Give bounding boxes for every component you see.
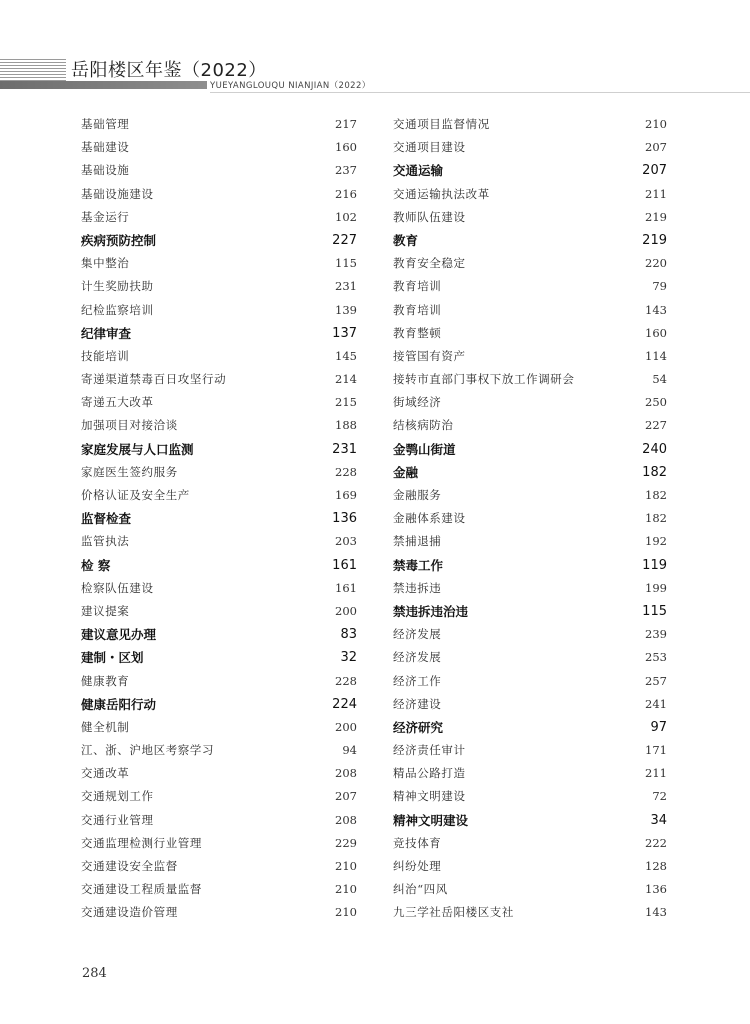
yearbook-title: 岳阳楼区年鉴（2022） [71,60,267,81]
index-page-ref: 216 [335,186,357,201]
index-page-ref: 253 [645,650,667,665]
index-term: 经济研究 [393,719,444,735]
index-entry [81,159,357,182]
index-page-ref: 128 [645,859,667,873]
index-page-ref: 34 [650,812,667,828]
index-term: 九三学社岳阳楼区支社 [393,905,514,920]
index-entry [393,693,667,716]
index-page-ref: 182 [645,488,667,502]
index-page-ref: 94 [342,743,357,758]
index-page-ref: 237 [335,163,357,178]
index-term: 教师队伍建设 [393,209,466,224]
index-entry [393,484,667,507]
index-term: 精神文明建设 [393,789,466,804]
index-page-ref: 32 [340,650,357,666]
index-page-ref: 219 [645,209,667,224]
index-heading-entry [81,229,357,252]
index-term: 交通运输执法改革 [393,186,490,201]
index-entry [393,577,667,600]
index-entry [393,878,667,901]
index-term: 禁违拆违治违 [393,603,469,619]
index-term: 基础设施 [81,163,130,178]
index-entry [81,809,357,832]
index-page-ref: 114 [645,348,667,363]
index-term: 计生奖励扶助 [81,279,154,294]
index-term: 教育培训 [393,279,442,294]
index-term: 竞技体育 [393,835,442,850]
index-page-ref: 139 [335,302,357,317]
index-heading-entry [393,438,667,461]
index-term: 街域经济 [393,395,442,410]
index-entry [393,368,667,391]
index-entry [81,530,357,553]
index-heading-entry [393,809,667,832]
index-term: 交通建设造价管理 [81,905,178,920]
index-term: 交通监理检测行业管理 [81,835,202,850]
index-page-ref: 207 [645,140,667,155]
index-page-ref: 224 [332,696,357,712]
header-gray-bar [0,81,207,89]
index-term: 交通规划工作 [81,789,154,804]
index-term: 基础设施建设 [81,186,154,201]
index-entry [393,785,667,808]
index-page-ref: 54 [652,372,667,387]
index-term: 交通运输 [393,163,444,179]
index-entry [81,878,357,901]
index-page-ref: 115 [642,603,667,619]
index-entry [81,832,357,855]
index-page-ref: 136 [645,882,667,897]
index-page-ref: 257 [645,673,667,688]
index-term: 精神文明建设 [393,812,469,828]
index-page-ref: 102 [335,209,357,224]
index-entry [393,739,667,762]
index-page-ref: 214 [335,372,357,387]
index-term: 经济责任审计 [393,743,466,758]
index-entry [81,414,357,437]
index-term: 金鹗山街道 [393,441,456,457]
index-term: 经济发展 [393,650,442,665]
index-term: 纪检监察培训 [81,302,154,317]
index-term: 检察队伍建设 [81,580,154,595]
index-entry [393,183,667,206]
index-entry [393,414,667,437]
index-term: 交通行业管理 [81,812,154,827]
index-page-ref: 143 [645,302,667,317]
index-term: 结核病防治 [393,418,454,433]
index-term: 基础管理 [81,117,130,131]
index-heading-entry [393,554,667,577]
index-page-ref: 210 [645,117,667,131]
index-page-ref: 208 [335,812,357,827]
index-term: 家庭发展与人口监测 [81,441,194,457]
index-term: 教育 [393,232,419,248]
index-entry [81,739,357,762]
index-heading-entry [81,322,357,345]
index-term: 交通项目监督情况 [393,117,490,131]
index-entry [393,530,667,553]
index-heading-entry [81,438,357,461]
index-entry [393,646,667,669]
index-entry [81,716,357,739]
index-page-ref: 203 [335,534,357,549]
index-term: 价格认证及安全生产 [81,488,190,502]
index-page-ref: 215 [335,395,357,410]
index-entry [81,901,357,924]
index-entry [81,762,357,785]
index-entry [81,855,357,878]
index-page-ref: 239 [645,627,667,642]
index-term: 建议提案 [81,603,130,618]
index-term: 纪律审查 [81,325,132,341]
index-page-ref: 231 [335,279,357,294]
index-term: 健全机制 [81,719,130,734]
index-page-ref: 182 [642,464,667,480]
index-entry [81,252,357,275]
index-page-ref: 250 [645,395,667,410]
index-page-ref: 115 [335,256,357,271]
index-term: 金融 [393,464,419,480]
index-page-ref: 219 [642,232,667,248]
index-term: 经济发展 [393,627,442,642]
index-term: 健康教育 [81,673,130,688]
index-entry [393,855,667,878]
index-term: 寄递渠道禁毒百日攻坚行动 [81,372,227,387]
index-term: 教育培训 [393,302,442,317]
header-stripes-decoration [0,59,66,81]
index-term: 金融体系建设 [393,511,466,526]
index-term: 交通项目建设 [393,140,466,155]
index-term: 交通改革 [81,766,130,781]
index-page-ref: 208 [335,766,357,781]
index-page-ref: 161 [332,557,357,573]
index-entry [81,461,357,484]
index-column-right [393,113,667,925]
index-page-ref: 211 [645,186,667,201]
index-page-ref: 79 [652,279,667,294]
index-term: 建议意见办理 [81,627,157,643]
index-entry [393,322,667,345]
index-term: 交通建设工程质量监督 [81,882,202,897]
index-page-ref: 231 [332,441,357,457]
index-term: 健康岳阳行动 [81,696,157,712]
index-term: 金融服务 [393,488,442,502]
index-page-ref: 222 [645,835,667,850]
index-heading-entry [393,159,667,182]
index-entry [393,670,667,693]
index-page-ref: 97 [650,719,667,735]
index-entry [81,113,357,136]
index-entry [81,785,357,808]
index-term: 寄递五大改革 [81,395,154,410]
index-heading-entry [393,716,667,739]
index-page-ref: 143 [645,905,667,920]
index-entry [81,136,357,159]
index-entry [393,762,667,785]
index-entry [393,252,667,275]
index-page-ref: 72 [652,789,667,804]
index-term: 江、浙、沪地区考察学习 [81,743,215,758]
index-term: 精品公路打造 [393,766,466,781]
index-term: 监管执法 [81,534,130,549]
index-entry [81,577,357,600]
index-page-ref: 207 [642,163,667,179]
index-page-ref: 182 [645,511,667,526]
index-entry [81,600,357,623]
index-term: 经济工作 [393,673,442,688]
index-page-ref: 210 [335,859,357,873]
index-heading-entry [81,507,357,530]
index-page-ref: 169 [335,488,357,502]
index-page-ref: 136 [332,511,357,527]
index-page-ref: 199 [645,580,667,595]
index-heading-entry [81,554,357,577]
index-entry [393,299,667,322]
index-entry [81,391,357,414]
index-page-ref: 210 [335,905,357,920]
index-term: 禁违拆违 [393,580,442,595]
index-entry [393,623,667,646]
index-term: 纠治“四风 [393,882,448,897]
index-term: 教育安全稳定 [393,256,466,271]
index-page-ref: 119 [642,557,667,573]
index-term: 经济建设 [393,696,442,711]
index-page-ref: 200 [335,603,357,618]
index-entry [81,206,357,229]
index-heading-entry [393,600,667,623]
index-page-ref: 211 [645,766,667,781]
index-term: 交通建设安全监督 [81,859,178,873]
header-rule [210,92,750,93]
index-page-ref: 200 [335,719,357,734]
index-page-ref: 160 [335,140,357,155]
index-entry [81,345,357,368]
index-entry [393,832,667,855]
running-header [0,50,750,100]
index-heading-entry [393,461,667,484]
index-term: 家庭医生签约服务 [81,464,178,479]
index-entry [393,391,667,414]
index-heading-entry [81,646,357,669]
index-heading-entry [81,693,357,716]
index-page-ref: 210 [335,882,357,897]
index-term: 检 察 [81,557,111,573]
index-term: 教育整顿 [393,325,442,340]
index-page-ref: 160 [645,325,667,340]
index-term: 禁毒工作 [393,557,444,573]
index-column-left [81,113,357,925]
index-term: 疾病预防控制 [81,232,157,248]
page-number: 284 [82,966,107,981]
index-page-ref: 83 [340,627,357,643]
index-page-ref: 227 [332,232,357,248]
index-page-ref: 188 [335,418,357,433]
index-page-ref: 241 [645,696,667,711]
index-entry [81,299,357,322]
index-term: 集中整治 [81,256,130,271]
index-page-ref: 207 [335,789,357,804]
index-page-ref: 192 [645,534,667,549]
index-entry [81,183,357,206]
index-term: 建制・区划 [81,650,144,666]
index-page-ref: 228 [335,673,357,688]
index-entry [393,206,667,229]
index-term: 加强项目对接洽谈 [81,418,178,433]
index-term: 纠纷处理 [393,859,442,873]
index-page-ref: 161 [335,580,357,595]
index-term: 接管国有资产 [393,348,466,363]
index-term: 技能培训 [81,348,130,363]
index-entry [81,670,357,693]
index-heading-entry [393,229,667,252]
index-term: 基础建设 [81,140,130,155]
index-term: 监督检查 [81,511,132,527]
yearbook-subtitle-pinyin: YUEYANGLOUQU NIANJIAN（2022） [210,81,371,91]
index-page-ref: 240 [642,441,667,457]
index-page-ref: 220 [645,256,667,271]
index-entry [393,136,667,159]
index-page-ref: 145 [335,348,357,363]
index-page-ref: 137 [332,325,357,341]
index-page-ref: 171 [645,743,667,758]
index-entry [393,901,667,924]
index-entry [81,275,357,298]
index-page-ref: 227 [645,418,667,433]
index-term: 接转市直部门事权下放工作调研会 [393,372,575,387]
index-entry [81,484,357,507]
index-page-ref: 229 [335,835,357,850]
index-heading-entry [81,623,357,646]
index-entry [81,368,357,391]
index-entry [393,507,667,530]
index-page-ref: 217 [335,117,357,131]
index-entry [393,345,667,368]
index-entry [393,113,667,136]
index-term: 基金运行 [81,209,130,224]
index-page-ref: 228 [335,464,357,479]
index-entry [393,275,667,298]
index-term: 禁捕退捕 [393,534,442,549]
